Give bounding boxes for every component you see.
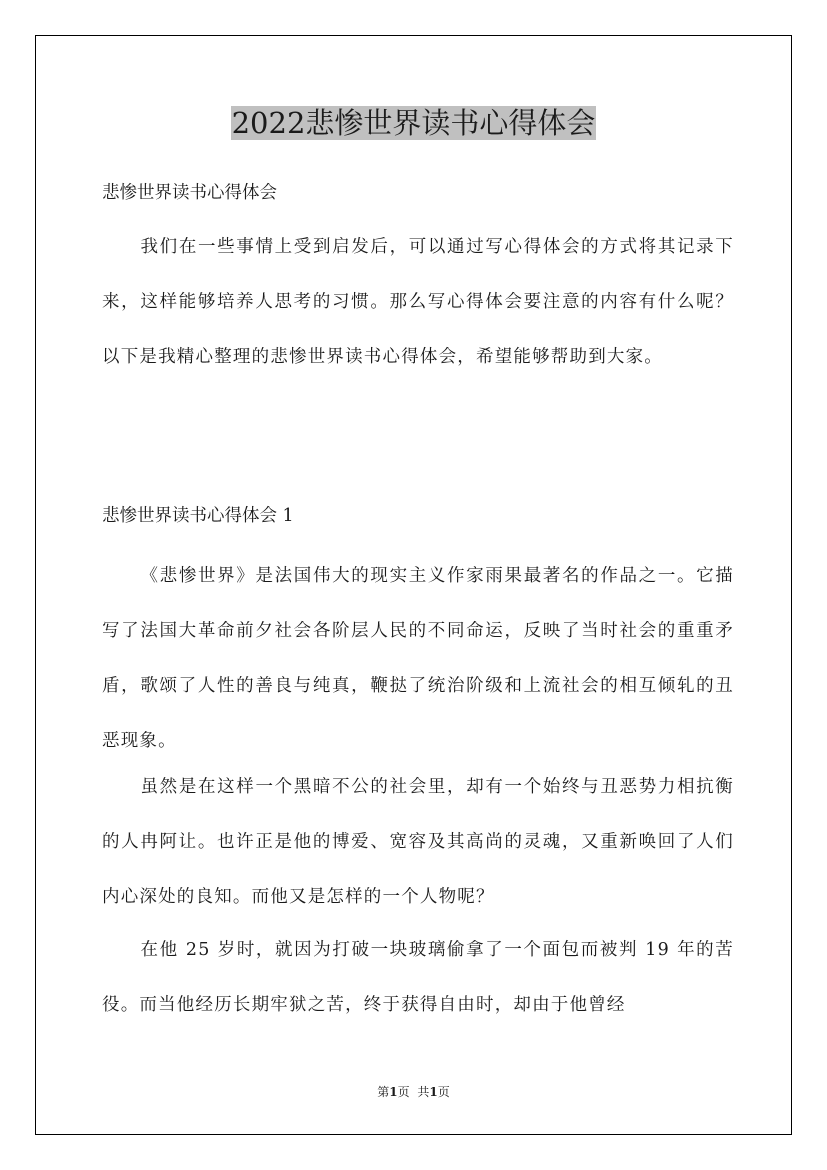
document-subtitle: 悲惨世界读书心得体会 [102,183,277,203]
footer-total-prefix: 共 [417,1085,430,1099]
document-title-text: 2022悲惨世界读书心得体会 [231,106,596,140]
intro-paragraph: 我们在一些事情上受到启发后，可以通过写心得体会的方式将其记录下来，这样能够培养人思考的习惯。那么写心得体会要注意的内容有什么呢？以下是我精心整理的悲惨世界读书心得体会，希望能够帮助到大家。 [102,237,734,367]
footer-total-suffix: 页 [437,1085,450,1099]
section-heading: 悲惨世界读书心得体会 1 [102,506,294,526]
page-footer [0,1082,827,1102]
body-paragraph-2: 虽然是在这样一个黑暗不公的社会里，却有一个始终与丑恶势力相抗衡的人冉阿让。也许正是他的博爱、宽容及其高尚的灵魂，又重新唤回了人们内心深处的良知。而他又是怎样的一个人物呢？ [102,777,734,907]
footer-page-suffix: 页 [397,1085,410,1099]
document-title [0,103,827,143]
footer-page-prefix: 第 [377,1085,390,1099]
footer-page-total: 1 [429,1085,438,1099]
footer-page-current: 1 [389,1085,398,1099]
body-paragraph-1: 《悲惨世界》是法国伟大的现实主义作家雨果最著名的作品之一。它描写了法国大革命前夕社会各阶层人民的不同命运，反映了当时社会的重重矛盾，歌颂了人性的善良与纯真，鞭挞了统治阶级和上流社会的相互倾轧的丑恶现象。 [102,566,734,751]
body-paragraph-3: 在他 25 岁时，就因为打破一块玻璃偷拿了一个面包而被判 19 年的苦役。而当他经历长期牢狱之苦，终于获得自由时，却由于他曾经 [102,940,734,1015]
